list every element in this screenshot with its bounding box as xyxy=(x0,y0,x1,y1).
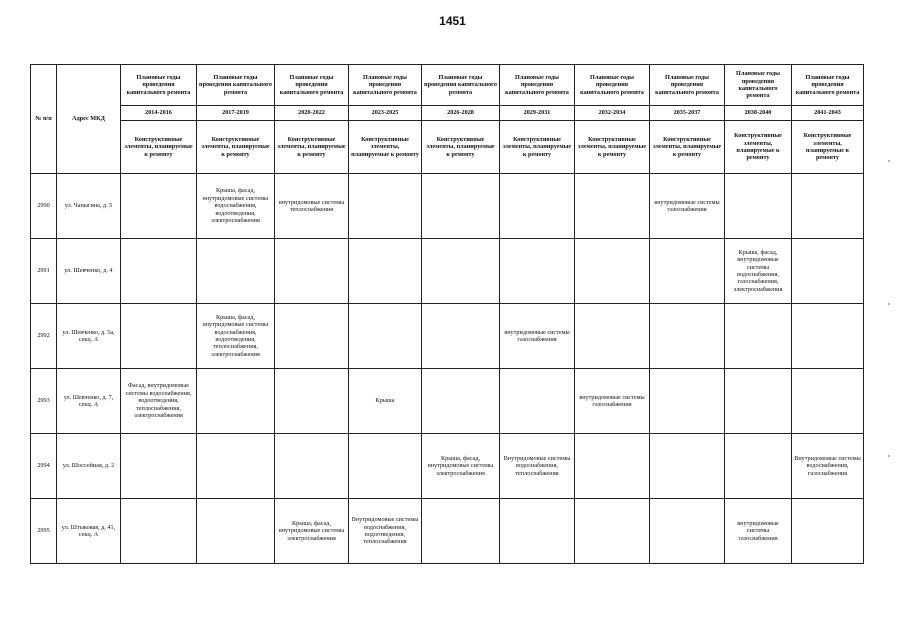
elements-header-cell: Конструктивные элементы, планируемые к ремонту xyxy=(349,121,422,174)
repair-cell xyxy=(575,304,650,369)
repair-cell xyxy=(422,239,500,304)
repair-cell xyxy=(275,239,349,304)
row-address: ул. Штыковая, д. 41, секц. А xyxy=(57,499,121,564)
period-years-cell: 2038-2040 xyxy=(725,106,792,121)
repair-cell xyxy=(792,499,864,564)
row-address: ул. Шевченко, д. 7, секц. А xyxy=(57,369,121,434)
repair-cell xyxy=(792,304,864,369)
row-number: 2992 xyxy=(31,304,57,369)
repair-cell: Внутридомовые системы водоснабжения, теплоснабжения xyxy=(500,434,575,499)
repair-cell: Крыша, фасад, внутридомовые системы электроснабжения xyxy=(422,434,500,499)
period-title-cell: Плановые годы проведения капитального ремонта xyxy=(575,65,650,106)
repair-cell: Крыша, фасад, внутридомовые системы электроснабжения xyxy=(275,499,349,564)
repair-cell: Крыша, фасад, внутридомовые системы водоснабжения, газоснабжения, электроснабжения xyxy=(725,239,792,304)
repair-cell xyxy=(725,174,792,239)
capital-repair-plan-table xyxy=(30,64,864,564)
repair-cell xyxy=(575,174,650,239)
row-number: 2993 xyxy=(31,369,57,434)
period-title-cell: Плановые годы проведения капитального ремонта xyxy=(275,65,349,106)
header-row-period-years xyxy=(31,106,864,121)
repair-cell xyxy=(650,304,725,369)
repair-cell xyxy=(500,239,575,304)
period-years-cell: 2029-2031 xyxy=(500,106,575,121)
repair-cell xyxy=(792,369,864,434)
elements-header-cell: Конструктивные элементы, планируемые к ремонту xyxy=(575,121,650,174)
repair-cell xyxy=(575,434,650,499)
page-number: 1451 xyxy=(439,14,466,28)
table-row xyxy=(31,174,864,239)
period-years-cell: 2023-2025 xyxy=(349,106,422,121)
scan-speck xyxy=(888,160,890,162)
period-title-cell: Плановые годы проведения капитального ремонта xyxy=(422,65,500,106)
repair-cell: Крыша, фасад, внутридомовые системы водоснабжения, водоотведения, электроснабжения xyxy=(197,174,275,239)
repair-cell xyxy=(349,304,422,369)
repair-cell xyxy=(275,369,349,434)
period-years-cell: 2017-2019 xyxy=(197,106,275,121)
row-address: ул. Шоссейная, д. 2 xyxy=(57,434,121,499)
row-number: 2994 xyxy=(31,434,57,499)
repair-cell xyxy=(121,239,197,304)
period-title-cell: Плановые годы проведения капитального ремонта xyxy=(500,65,575,106)
repair-cell xyxy=(422,369,500,434)
repair-cell xyxy=(650,434,725,499)
table-row xyxy=(31,499,864,564)
row-number: 2990 xyxy=(31,174,57,239)
row-address: ул. Шевченко, д. 5а, секц. А xyxy=(57,304,121,369)
table-row xyxy=(31,239,864,304)
row-number: 2991 xyxy=(31,239,57,304)
elements-header-cell: Конструктивные элементы, планируемые к ремонту xyxy=(792,121,864,174)
period-title-cell: Плановые годы проведения капитального ремонта xyxy=(349,65,422,106)
elements-header-cell: Конструктивные элементы, планируемые к ремонту xyxy=(500,121,575,174)
repair-cell xyxy=(792,174,864,239)
repair-cell xyxy=(575,499,650,564)
table-row xyxy=(31,369,864,434)
repair-cell xyxy=(275,304,349,369)
period-years-cell: 2032-2034 xyxy=(575,106,650,121)
repair-cell xyxy=(422,499,500,564)
period-years-cell: 2020-2022 xyxy=(275,106,349,121)
scan-speck xyxy=(888,455,890,457)
row-number: 2995 xyxy=(31,499,57,564)
repair-cell: Крыша xyxy=(349,369,422,434)
repair-cell: внутридомовые системы теплоснабжения xyxy=(275,174,349,239)
repair-cell xyxy=(121,174,197,239)
repair-cell xyxy=(725,434,792,499)
repair-cell: внутридомовые системы газоснабжения xyxy=(725,499,792,564)
row-address: ул. Шевченко, д. 4 xyxy=(57,239,121,304)
period-title-cell: Плановые годы проведения капитального ремонта xyxy=(197,65,275,106)
elements-header-cell: Конструктивные элементы, планируемые к ремонту xyxy=(197,121,275,174)
repair-cell xyxy=(500,499,575,564)
table-row xyxy=(31,434,864,499)
period-title-cell: Плановые годы проведения капитального ремонта xyxy=(725,65,792,106)
repair-cell xyxy=(650,369,725,434)
repair-cell: Фасад, внутридомовые системы водоснабжения, водоотведения, теплоснабжения, электроснабжения xyxy=(121,369,197,434)
repair-cell xyxy=(650,239,725,304)
repair-cell: Крыша, фасад, внутридомовые системы водоснабжения, водоотведения, теплоснабжения, электроснабжения xyxy=(197,304,275,369)
elements-header-cell: Конструктивные элементы, планируемые к ремонту xyxy=(725,121,792,174)
repair-cell xyxy=(121,434,197,499)
elements-header-cell: Конструктивные элементы, планируемые к ремонту xyxy=(275,121,349,174)
repair-cell xyxy=(792,239,864,304)
period-title-cell: Плановые годы проведения капитального ремонта xyxy=(121,65,197,106)
period-title-cell: Плановые годы проведения капитального ремонта xyxy=(792,65,864,106)
repair-cell xyxy=(197,369,275,434)
repair-cell xyxy=(121,304,197,369)
table-row xyxy=(31,304,864,369)
row-address: ул. Чапыгина, д. 5 xyxy=(57,174,121,239)
repair-cell xyxy=(422,174,500,239)
repair-cell xyxy=(197,499,275,564)
elements-header-cell: Конструктивные элементы, планируемые к ремонту xyxy=(650,121,725,174)
repair-cell xyxy=(422,304,500,369)
repair-cell xyxy=(197,434,275,499)
col-address-header: Адрес МКД xyxy=(57,65,121,174)
repair-cell: Внутридомовые системы водоснабжения, газоснабжения xyxy=(792,434,864,499)
repair-cell: внутридомовые системы газоснабжения xyxy=(500,304,575,369)
col-num-header: № п/п xyxy=(31,65,57,174)
repair-cell xyxy=(725,369,792,434)
repair-cell xyxy=(500,369,575,434)
header-row-period-title xyxy=(31,65,864,106)
repair-cell xyxy=(121,499,197,564)
repair-cell xyxy=(725,304,792,369)
period-years-cell: 2035-2037 xyxy=(650,106,725,121)
header-row-elements xyxy=(31,121,864,174)
repair-cell: внутридомовые системы газоснабжения xyxy=(650,174,725,239)
repair-cell: Внутридомовые системы водоснабжения, водоотведения, теплоснабжения xyxy=(349,499,422,564)
period-years-cell: 2014-2016 xyxy=(121,106,197,121)
scan-speck xyxy=(888,303,890,305)
repair-cell xyxy=(275,434,349,499)
repair-cell xyxy=(500,174,575,239)
repair-cell xyxy=(349,174,422,239)
repair-cell: внутридомовые системы газоснабжения xyxy=(575,369,650,434)
repair-cell xyxy=(197,239,275,304)
period-title-cell: Плановые годы проведения капитального ремонта xyxy=(650,65,725,106)
repair-cell xyxy=(650,499,725,564)
repair-cell xyxy=(575,239,650,304)
repair-cell xyxy=(349,239,422,304)
period-years-cell: 2041-2043 xyxy=(792,106,864,121)
elements-header-cell: Конструктивные элементы, планируемые к ремонту xyxy=(121,121,197,174)
period-years-cell: 2026-2028 xyxy=(422,106,500,121)
elements-header-cell: Конструктивные элементы, планируемые к ремонту xyxy=(422,121,500,174)
repair-cell xyxy=(349,434,422,499)
